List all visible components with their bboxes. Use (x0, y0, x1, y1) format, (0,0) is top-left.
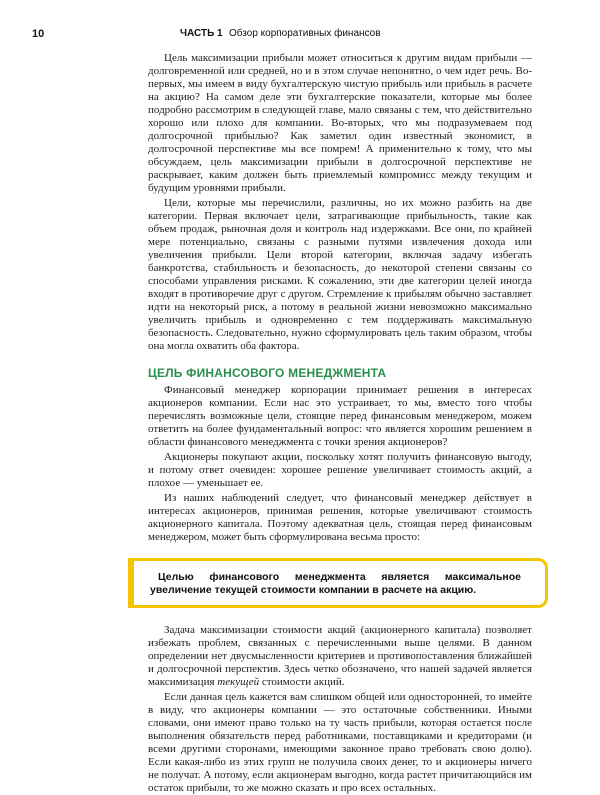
part-label: ЧАСТЬ 1 (180, 28, 223, 39)
page-number: 10 (32, 28, 45, 40)
page-header (32, 28, 580, 48)
paragraph: Из наших наблюдений следует, что финансовый менеджер действует в интересах акционеров, принимая решения, которые увеличивают стоимость акционерного капитала. Поэтому адекватная цель, стоящая перед финансовым менеджером, может быть сформулирована весьма просто: (148, 492, 532, 543)
paragraph: Цель максимизации прибыли может относиться к другим видам прибыли — долговременной или средней, но и в этом случае непонятно, о чем идет речь. Во-первых, мы имеем в виду бухгалтерскую чистую прибыль или прибыль в расчете на акцию? На самом деле эти бухгалтерские показатели, которые мы более подробно рассмотрим в следующей главе, мало связаны с тем, что действительно хорошо или плохо для компании. Во-вторых, что мы подразумеваем под долгосрочной прибылью? Как заметил один известный экономист, в долгосрочной перспективе мы все помрем! А применительно к тому, что мы обсуждаем, цель максимизации прибыли в долгосрочной перспективе не раскрывает, каким должен быть приемлемый компромисс между текущим и будущим уровнями прибыли. (148, 52, 532, 194)
page-content (148, 52, 532, 795)
paragraph: Цели, которые мы перечислили, различны, но их можно разбить на две категории. Первая включает цели, затрагивающие прибыльность, такие как объем продаж, рыночная доля и контроль над издержками. Все они, по крайней мере потенциально, связаны с разными путями извлечения дохода или увеличения прибыли. Цели второй категории, включая задачу избегать банкротства, стабильность и безопасность, до некоторой степени связаны со способами управления рисками. К сожалению, эти две категории целей иногда входят в противоречие друг с другом. Стремление к прибылям обычно заставляет идти на некоторый риск, а потому в реальной жизни невозможно максимально увеличить прибыль и одновременно с тем поддерживать максимальную безопасность. Следовательно, нужно сформулировать цель таким образом, чтобы она могла охватить оба фактора. (148, 197, 532, 352)
paragraph: Финансовый менеджер корпорации принимает решения в интересах акционеров компании. Если нас это устраивает, то мы, вместо того чтобы перечислять возможные цели, стоящие перед финансовым менеджером, можем ответить на более фундаментальный вопрос: что является хорошим решением в области финансового менеджмента с точки зрения акционеров? (148, 384, 532, 448)
part-title: Обзор корпоративных финансов (229, 28, 381, 39)
paragraph: Если данная цель кажется вам слишком общей или односторонней, то имейте в виду, что акционеры компании — это остаточные собственники. Иными словами, они имеют право только на ту часть прибыли, которая остается после выполнения обязательств перед работниками, поставщиками и кредиторами (и всеми другими сторонами, имеющими законное право требовать свою долю). Если какая-либо из этих групп не получила своих денег, то и акционеры ничего не получат. А потому, если акционерам выгодно, когда растет причитающийся им остаток прибыли, то же можно сказать и про всех остальных. (148, 691, 532, 794)
paragraph: Акционеры покупают акции, поскольку хотят получить финансовую выгоду, и потому ответ очевиден: хорошее решение увеличивает стоимость акций, а плохое — уменьшает ее. (148, 451, 532, 489)
definition-callout (128, 558, 548, 608)
emphasis-text: текущей (217, 676, 260, 688)
section-heading: ЦЕЛЬ ФИНАНСОВОГО МЕНЕДЖМЕНТА (148, 366, 387, 380)
paragraph-text: стоимости акций. (259, 676, 345, 688)
paragraph-text: Задача максимизации стоимости акций (акционерного капитала) позволяет избежать проблем, связанных с перечисленными выше целями. В данном определении нет двусмысленности критериев и противопоставления ближайшей и долгосрочной перспектив. Здесь четко обозначено, что нашей задачей является максимизация (148, 624, 532, 688)
paragraph (148, 624, 532, 689)
callout-text: Целью финансового менеджмента является максимальное увеличение текущей стоимости компании в расчете на акцию. (150, 571, 521, 596)
